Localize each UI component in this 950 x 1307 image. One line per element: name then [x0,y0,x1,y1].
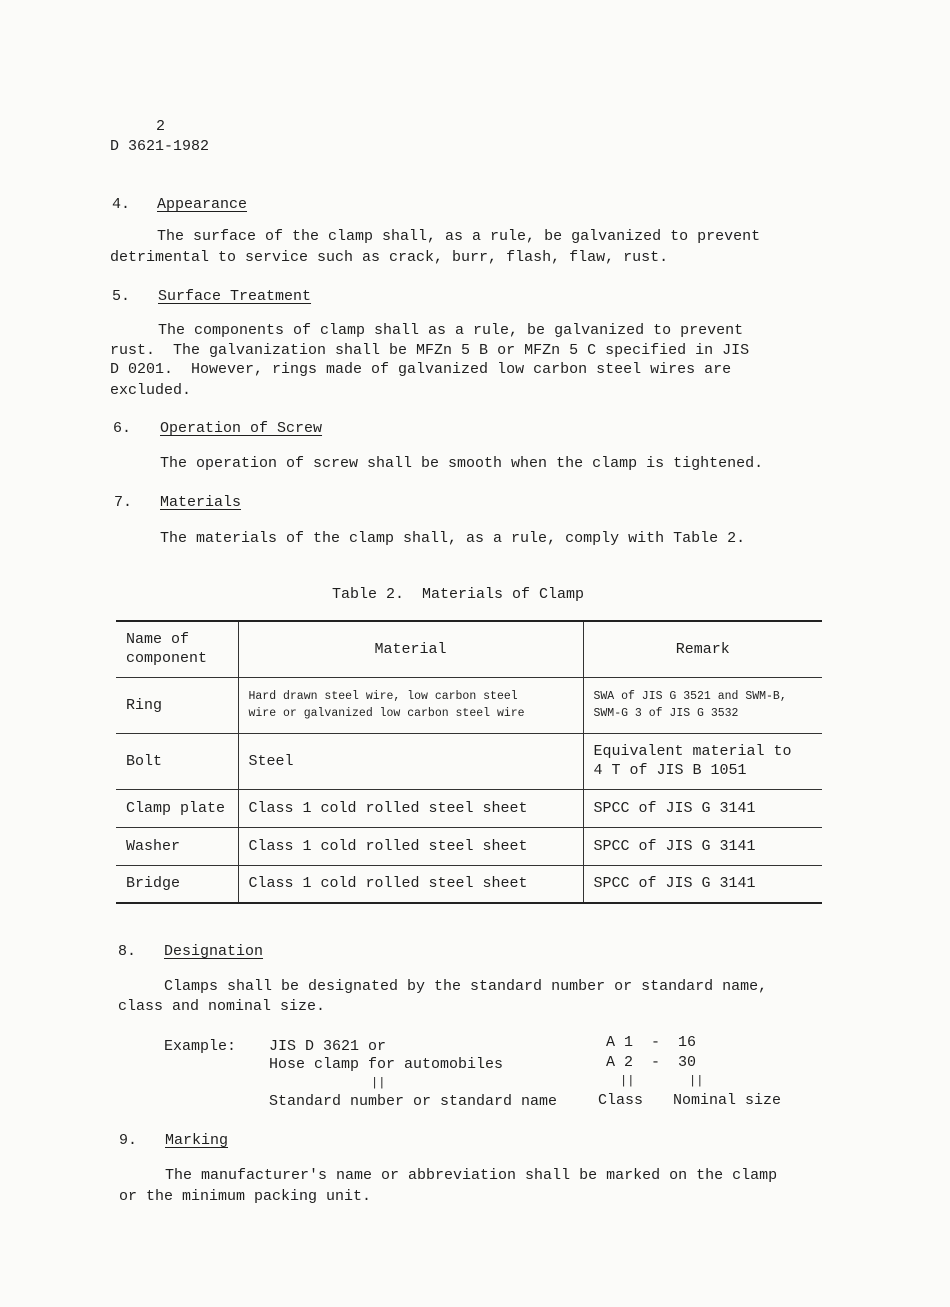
section-5-line-2: rust. The galvanization shall be MFZn 5 B or MFZn 5 C specified in JIS [110,342,750,359]
materials-table [116,620,822,904]
section-4-number: 4. [112,196,131,213]
pipe-standard: || [371,1076,386,1090]
header-remark: Remark [583,621,822,677]
table-caption: Table 2. Materials of Clamp [332,586,585,603]
remark-cell: SPCC of JIS G 3141 [583,865,822,903]
section-9-line-1: The manufacturer's name or abbreviation shall be marked on the clamp [165,1167,778,1184]
section-4-line-1: The surface of the clamp shall, as a rule, be galvanized to prevent [157,228,761,245]
material-cell: Class 1 cold rolled steel sheet [238,789,583,827]
document-code: D 3621-1982 [110,138,210,155]
section-4-line-2: detrimental to service such as crack, burr, flash, flaw, rust. [110,249,669,266]
component-cell: Bolt [116,733,238,789]
table-row [116,789,822,827]
table-row [116,677,822,733]
material-cell: Steel [238,733,583,789]
section-9-title: Marking [165,1132,229,1149]
section-5-line-3: D 0201. However, rings made of galvanized low carbon steel wires are [110,361,732,378]
section-7-number: 7. [114,494,133,511]
legend-class: Class [598,1092,644,1109]
section-6-title: Operation of Screw [160,420,323,437]
table-row [116,733,822,789]
section-5-title: Surface Treatment [158,288,312,305]
material-cell: Hard drawn steel wire, low carbon steel wire or galvanized low carbon steel wire [238,677,583,733]
example-line-2: Hose clamp for automobiles [269,1056,504,1073]
table-row [116,865,822,903]
example-code-2: A 2 - 30 [606,1054,697,1071]
section-5-number: 5. [112,288,131,305]
legend-nominal-size: Nominal size [673,1092,782,1109]
material-cell: Class 1 cold rolled steel sheet [238,827,583,865]
section-6-line-1: The operation of screw shall be smooth when the clamp is tightened. [160,455,764,472]
section-4-title: Appearance [157,196,248,213]
section-7-title: Materials [160,494,242,511]
table-header-row [116,621,822,677]
pipe-class: || [620,1074,635,1088]
section-8-line-2: class and nominal size. [118,998,326,1015]
component-cell: Clamp plate [116,789,238,827]
remark-cell: Equivalent material to 4 T of JIS B 1051 [583,733,822,789]
component-cell: Washer [116,827,238,865]
section-9-number: 9. [119,1132,138,1149]
section-8-number: 8. [118,943,137,960]
remark-cell: SWA of JIS G 3521 and SWM-B, SWM-G 3 of JIS G 3532 [583,677,822,733]
example-code-1: A 1 - 16 [606,1034,697,1051]
section-5-line-1: The components of clamp shall as a rule, be galvanized to prevent [158,322,744,339]
table-row [116,827,822,865]
section-6-number: 6. [113,420,132,437]
example-label: Example: [164,1038,237,1055]
section-7-line-1: The materials of the clamp shall, as a rule, comply with Table 2. [160,530,746,547]
remark-cell: SPCC of JIS G 3141 [583,827,822,865]
legend-standard: Standard number or standard name [269,1093,558,1110]
section-5-line-4: excluded. [110,382,192,399]
component-cell: Bridge [116,865,238,903]
example-line-1: JIS D 3621 or [269,1038,387,1055]
header-material: Material [238,621,583,677]
pipe-size: || [689,1074,704,1088]
page-number: 2 [156,118,166,135]
section-8-line-1: Clamps shall be designated by the standard number or standard name, [164,978,768,995]
section-9-line-2: or the minimum packing unit. [119,1188,372,1205]
section-8-title: Designation [164,943,264,960]
header-name-of-component: Name of component [116,621,238,677]
component-cell: Ring [116,677,238,733]
remark-cell: SPCC of JIS G 3141 [583,789,822,827]
material-cell: Class 1 cold rolled steel sheet [238,865,583,903]
